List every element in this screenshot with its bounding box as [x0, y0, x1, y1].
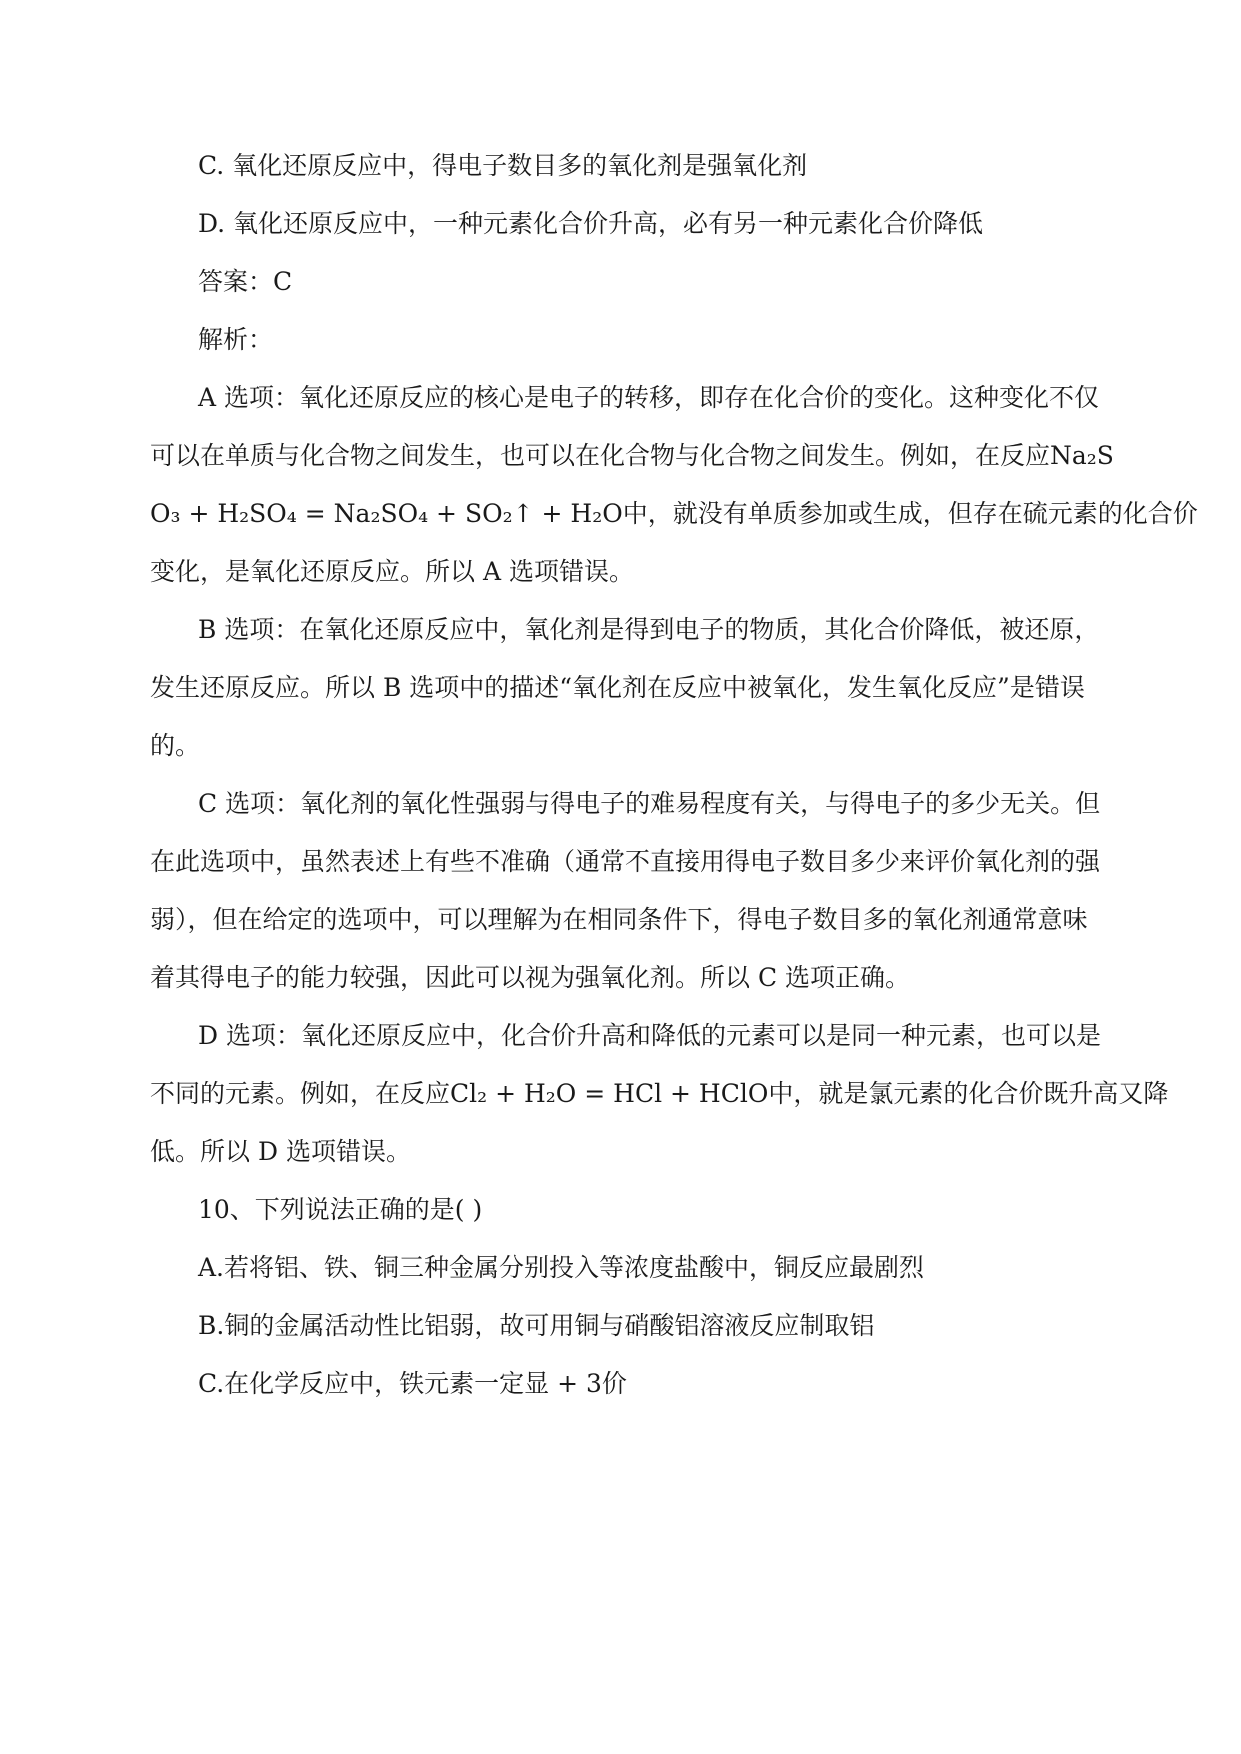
paragraph-c-line: 着其得电子的能力较强，因此可以视为强氧化剂。所以 C 选项正确。 [150, 963, 911, 992]
paragraph-d-line: D 选项：氧化还原反应中，化合价升高和降低的元素可以是同一种元素，也可以是 [198, 1021, 1101, 1050]
paragraph-d-line: 低。所以 D 选项错误。 [150, 1137, 411, 1166]
paragraph-c-line: 弱），但在给定的选项中，可以理解为在相同条件下，得电子数目多的氧化剂通常意味 [150, 905, 1088, 934]
paragraph-a-line: 变化，是氧化还原反应。所以 A 选项错误。 [150, 557, 634, 586]
paragraph-a-line: O₃ + H₂SO₄ = Na₂SO₄ + SO₂↑ + H₂O中，就没有单质参加或生成，但存在硫元素的化合价 [150, 499, 1198, 528]
paragraph-c-line: C 选项：氧化剂的氧化性强弱与得电子的难易程度有关，与得电子的多少无关。但 [198, 789, 1101, 818]
paragraph-a-line: A 选项：氧化还原反应的核心是电子的转移，即存在化合价的变化。这种变化不仅 [198, 383, 1100, 412]
paragraph-b-line: B 选项：在氧化还原反应中，氧化剂是得到电子的物质，其化合价降低，被还原， [198, 615, 1100, 644]
option-d: D. 氧化还原反应中，一种元素化合价升高，必有另一种元素化合价降低 [198, 209, 984, 238]
option-c: C. 氧化还原反应中，得电子数目多的氧化剂是强氧化剂 [198, 151, 808, 180]
paragraph-b-line: 的。 [150, 731, 201, 760]
question-10-option-a: A.若将铝、铁、铜三种金属分别投入等浓度盐酸中，铜反应最剧烈 [198, 1253, 925, 1282]
paragraph-c-line: 在此选项中，虽然表述上有些不准确（通常不直接用得电子数目多少来评价氧化剂的强 [150, 847, 1101, 876]
analysis-heading: 解析： [198, 325, 274, 354]
question-10-option-c: C.在化学反应中，铁元素一定显 + 3价 [198, 1369, 627, 1398]
paragraph-d-line: 不同的元素。例如，在反应Cl₂ + H₂O = HCl + HClO中，就是氯元素的化合价既升高又降 [150, 1079, 1169, 1108]
paragraph-b-line: 发生还原反应。所以 B 选项中的描述“氧化剂在反应中被氧化，发生氧化反应”是错误 [150, 673, 1085, 702]
question-10-title: 10、下列说法正确的是( ) [198, 1195, 483, 1224]
question-10-option-b: B.铜的金属活动性比铝弱，故可用铜与硝酸铝溶液反应制取铝 [198, 1311, 875, 1340]
answer: 答案：C [198, 267, 293, 296]
paragraph-a-line: 可以在单质与化合物之间发生，也可以在化合物与化合物之间发生。例如，在反应Na₂S [150, 441, 1114, 470]
